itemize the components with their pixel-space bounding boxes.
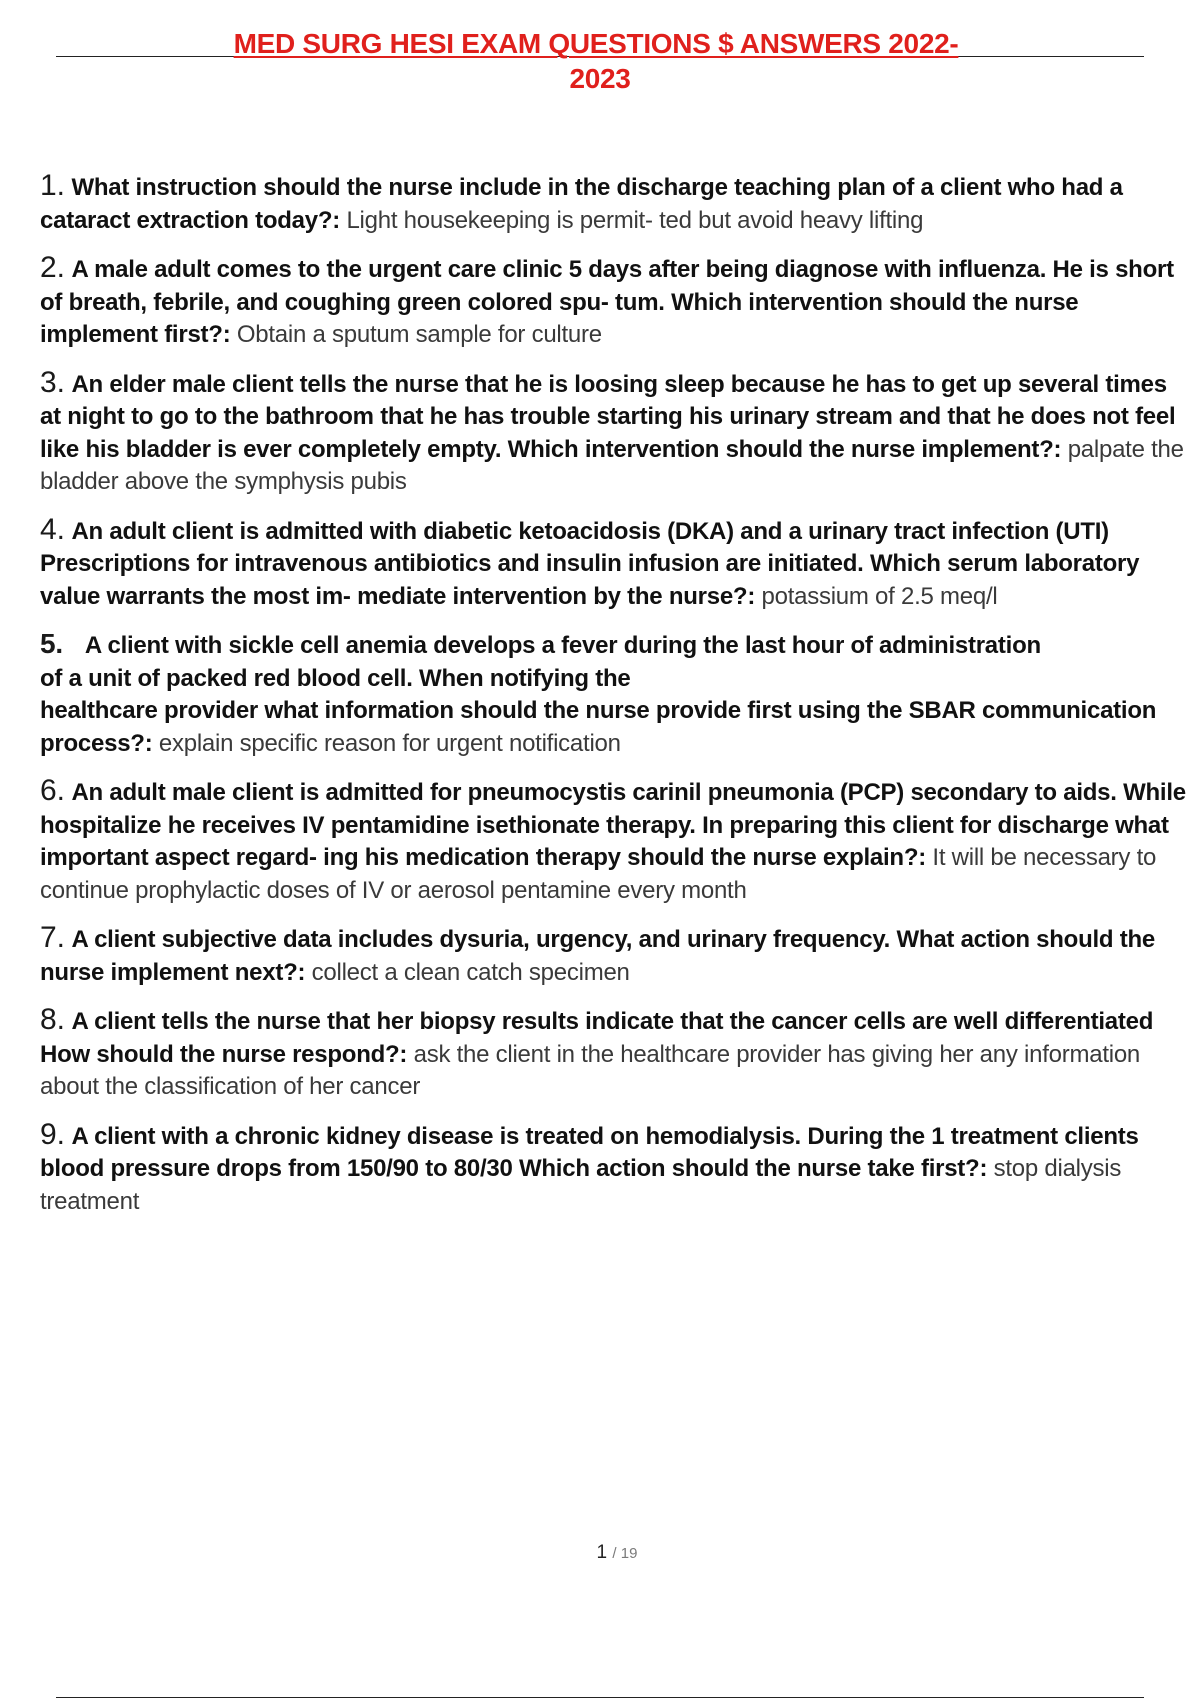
question-list xyxy=(40,170,1190,1233)
question-text-line-3: healthcare provider what information should the nurse provide first using the SBAR communication process?: xyxy=(40,697,1157,757)
question-text: A client with a chronic kidney disease is treated on hemodialysis. During the 1 treatment clients blood pressure drops from 150/90 to 80/30 Which action should the nurse take first?: xyxy=(40,1122,1139,1182)
page-indicator xyxy=(0,1542,1200,1564)
answer-text: stop dialysis treatment xyxy=(40,1155,1122,1215)
page-current: 1 xyxy=(596,1542,608,1563)
answer-text: palpate the bladder above the symphysis pubis xyxy=(40,435,1184,495)
question-text: A client subjective data includes dysuria, urgency, and urinary frequency. What action should the nurse implement next?: xyxy=(40,926,1155,986)
question-text: A male adult comes to the urgent care clinic 5 days after being diagnose with influenza. He is short of breath, febrile, and coughing green colored spu- tum. Which intervention should the nurse implement first?: xyxy=(40,256,1174,348)
answer-text: Light housekeeping is permit- ted but avoid heavy lifting xyxy=(346,206,924,234)
question-number: 8. xyxy=(40,1003,66,1036)
question-item-4 xyxy=(40,514,1190,614)
question-number: 5. xyxy=(40,628,63,659)
question-number: 1. xyxy=(40,169,66,202)
title-line-1: MED SURG HESI EXAM QUESTIONS $ ANSWERS 2022- xyxy=(233,28,959,59)
question-item-8 xyxy=(40,1004,1190,1104)
question-item-1 xyxy=(40,170,1190,237)
question-text-line-1: A client with sickle cell anemia develops a fever during the last hour of administration xyxy=(84,632,1041,659)
answer-text: collect a clean catch specimen xyxy=(311,958,630,986)
question-text: An adult client is admitted with diabetic ketoacidosis (DKA) and a urinary tract infection (UTI) Prescriptions for intravenous antibiotics and insulin infusion are initiated. Which serum laboratory value warrants the most im- mediate intervention by the nurse?: xyxy=(40,517,1140,610)
document-title xyxy=(56,26,1144,96)
question-item-3 xyxy=(40,367,1190,499)
question-text-line-2: of a unit of packed red blood cell. When notifying the xyxy=(40,664,631,692)
question-number: 7. xyxy=(40,921,66,954)
question-item-6 xyxy=(40,775,1190,907)
question-item-2 xyxy=(40,252,1190,352)
question-item-5 xyxy=(40,628,1190,760)
question-text: What instruction should the nurse include in the discharge teaching plan of a client who had a cataract extraction today?: xyxy=(40,174,1123,234)
question-text: A client tells the nurse that her biopsy results indicate that the cancer cells are well differentiated How should the nurse respond?: xyxy=(40,1008,1154,1068)
question-item-7 xyxy=(40,922,1190,989)
question-number: 4. xyxy=(40,512,66,546)
question-number: 6. xyxy=(40,774,66,807)
page-total: / 19 xyxy=(612,1545,638,1562)
question-item-9 xyxy=(40,1119,1190,1219)
question-text: An adult male client is admitted for pneumocystis carinil pneumonia (PCP) secondary to aids. While hospitalize he receives IV pentamidine isethionate therapy. In preparing this client for discharge what important aspect regard- ing his medication therapy should the nurse explain?: xyxy=(40,779,1186,871)
question-number: 9. xyxy=(40,1117,66,1151)
answer-text: ask the client in the healthcare provider has giving her any information about the classification of her cancer xyxy=(40,1040,1141,1100)
question-number: 2. xyxy=(40,251,66,284)
footer-rule xyxy=(56,1697,1144,1698)
answer-text: Obtain a sputum sample for culture xyxy=(236,321,602,348)
question-number: 3. xyxy=(40,365,66,399)
answer-text: potassium of 2.5 meq/l xyxy=(761,582,998,610)
answer-text: explain specific reason for urgent notification xyxy=(158,729,621,757)
answer-text: It will be necessary to continue prophylactic doses of IV or aerosol pentamine every month xyxy=(40,844,1157,904)
question-text: An elder male client tells the nurse that he is loosing sleep because he has to get up several times at night to go to the bathroom that he has trouble starting his urinary stream and that he does not feel like his bladder is ever completely empty. Which intervention should the nurse implement?: xyxy=(40,370,1176,463)
title-line-2: 2023 xyxy=(569,63,631,94)
